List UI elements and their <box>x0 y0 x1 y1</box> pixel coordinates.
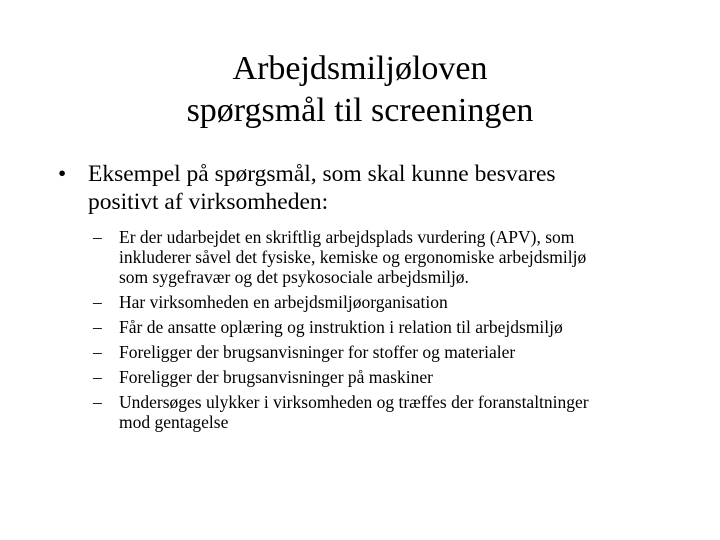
sub-bullet-line: Undersøges ulykker i virksomheden og træffes der foranstaltninger <box>119 392 589 412</box>
slide-title <box>60 48 660 132</box>
sub-bullet-item <box>93 227 693 287</box>
dash-marker: – <box>93 317 102 337</box>
sub-bullet-item <box>93 392 693 432</box>
main-bullet-text <box>88 160 688 216</box>
sub-bullet-text <box>119 367 693 387</box>
sub-bullet-item <box>93 342 693 362</box>
dash-marker: – <box>93 392 102 412</box>
sub-bullet-line: Foreligger der brugsanvisninger på maskiner <box>119 367 433 387</box>
sub-bullet-item <box>93 292 693 312</box>
sub-bullet-text <box>119 342 693 362</box>
sub-bullet-text <box>119 317 693 337</box>
sub-bullet-line: Har virksomheden en arbejdsmiljøorganisation <box>119 292 448 312</box>
bullet-marker: • <box>58 161 67 187</box>
sub-bullet-line: Foreligger der brugsanvisninger for stoffer og materialer <box>119 342 516 362</box>
sub-bullet-line: Er der udarbejdet en skriftlig arbejdsplads vurdering (APV), som <box>119 227 575 247</box>
dash-marker: – <box>93 227 102 247</box>
main-bullet-line-2: positivt af virksomheden: <box>88 189 329 215</box>
dash-marker: – <box>93 342 102 362</box>
sub-bullet-line: Får de ansatte oplæring og instruktion i relation til arbejdsmiljø <box>119 317 563 337</box>
sub-bullet-line: som sygefravær og det psykosociale arbejdsmiljø. <box>119 267 469 287</box>
sub-bullet-item <box>93 367 693 387</box>
sub-bullet-line: mod gentagelse <box>119 412 229 432</box>
sub-bullet-list <box>93 227 693 437</box>
title-line-2: spørgsmål til screeningen <box>186 92 534 129</box>
sub-bullet-text <box>119 392 693 432</box>
dash-marker: – <box>93 367 102 387</box>
sub-bullet-text <box>119 292 693 312</box>
title-line-1: Arbejdsmiljøloven <box>232 50 488 87</box>
sub-bullet-item <box>93 317 693 337</box>
main-bullet-line-1: Eksempel på spørgsmål, som skal kunne besvares <box>88 161 556 187</box>
sub-bullet-line: inkluderer såvel det fysiske, kemiske og ergonomiske arbejdsmiljø <box>119 247 587 267</box>
dash-marker: – <box>93 292 102 312</box>
sub-bullet-text <box>119 227 693 287</box>
main-bullet-item <box>58 160 688 216</box>
